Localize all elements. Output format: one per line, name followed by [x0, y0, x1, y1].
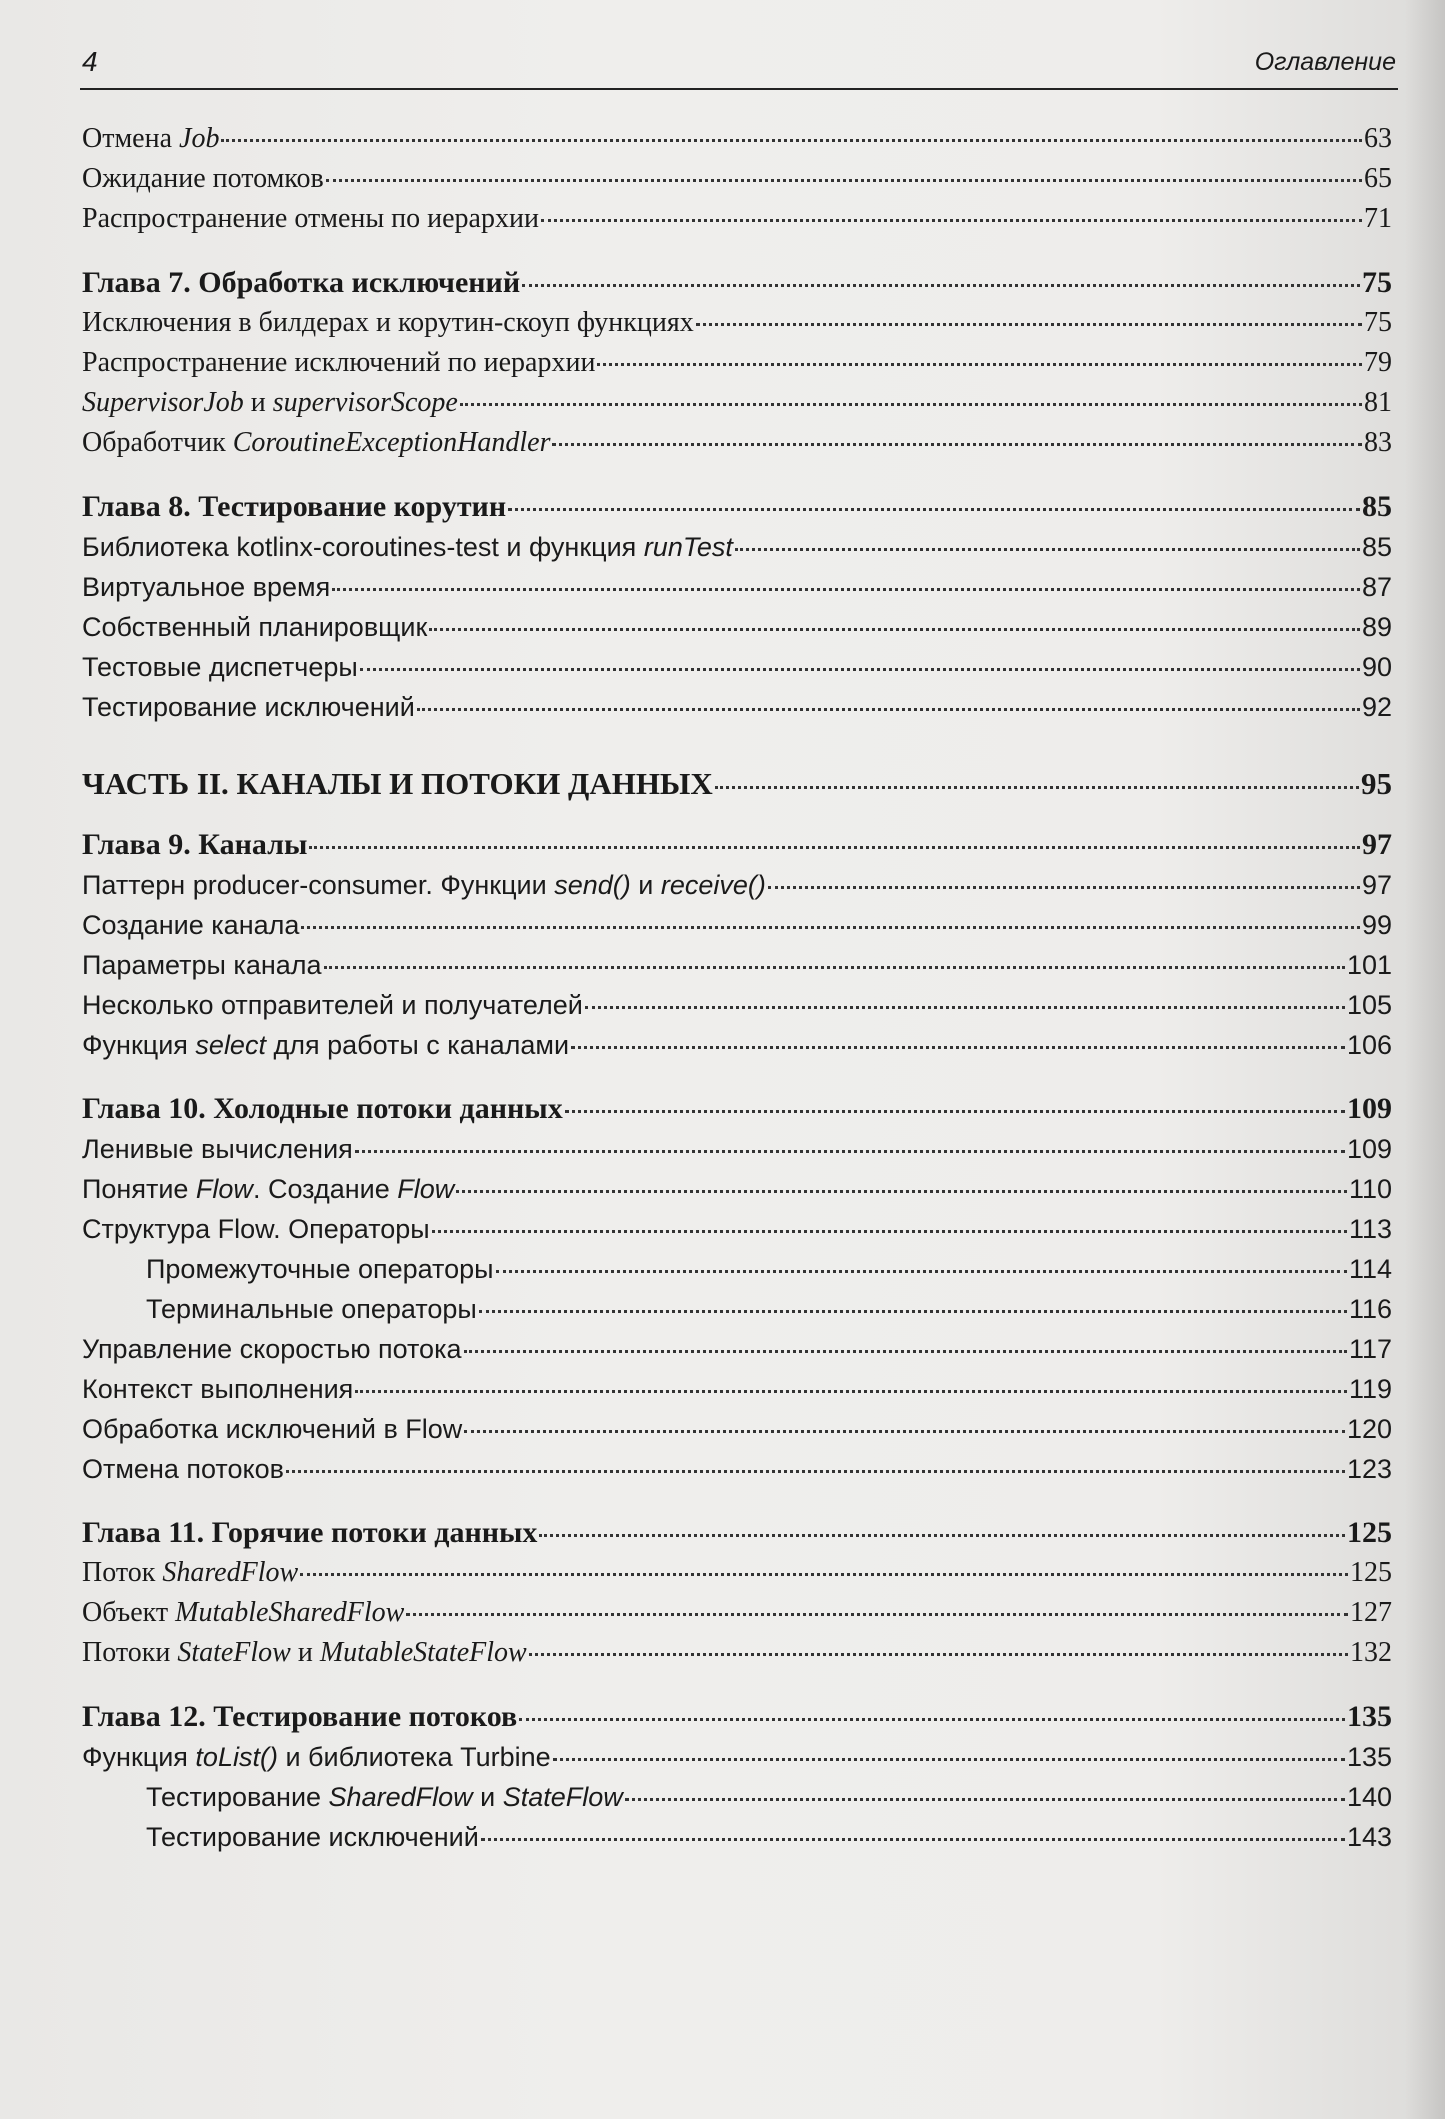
toc-entry-title: Функция select для работы с каналами: [82, 1030, 570, 1060]
toc-entry-title: Глава 8. Тестирование корутин: [82, 490, 507, 523]
toc-entry-title: Структура Flow. Операторы: [82, 1214, 430, 1244]
toc-chapter: [82, 263, 1392, 303]
dot-leader: [332, 587, 1360, 591]
dot-leader: [429, 627, 1360, 631]
dot-leader: [301, 925, 1360, 929]
toc-entry-title: Глава 9. Каналы: [82, 828, 308, 861]
toc-entry-title: Обработка исключений в Flow: [82, 1414, 463, 1444]
toc-chapter: [82, 1513, 1392, 1553]
toc-page-number: 116: [1348, 1294, 1392, 1324]
toc-entry: [82, 1329, 1392, 1369]
toc-page-number: 79: [1364, 347, 1392, 378]
dot-leader: [464, 1349, 1347, 1353]
toc-entry: [82, 199, 1392, 239]
dot-leader: [417, 707, 1360, 711]
toc-page-number: 135: [1347, 1700, 1392, 1733]
toc-entry: [82, 1737, 1392, 1777]
toc-entry-title: Тестирование SharedFlow и StateFlow: [146, 1782, 623, 1812]
dot-leader: [309, 845, 1360, 849]
toc-entry: [82, 607, 1392, 647]
toc-page-number: 90: [1361, 652, 1392, 682]
toc-entry: [82, 119, 1392, 159]
toc-page-number: 125: [1347, 1516, 1392, 1549]
dot-leader: [768, 885, 1360, 889]
toc-chapter: [82, 1697, 1392, 1737]
toc-chapter: [82, 825, 1392, 865]
toc-entry: [82, 567, 1392, 607]
toc-entry-title: Собственный планировщик: [82, 612, 428, 642]
toc-page-number: 85: [1361, 532, 1392, 562]
toc-page-number: 135: [1346, 1742, 1392, 1772]
dot-leader: [571, 1045, 1345, 1049]
toc-entry: [82, 647, 1392, 687]
toc-entry: [82, 383, 1392, 423]
toc-entry-title: Паттерн producer-consumer. Функции send() и receive(): [82, 870, 766, 900]
toc-page-number: 81: [1364, 387, 1392, 418]
toc-entry-title: Тестирование исключений: [146, 1822, 479, 1852]
dot-leader: [464, 1429, 1345, 1433]
dot-leader: [585, 1005, 1345, 1009]
toc-entry-title: SupervisorJob и supervisorScope: [82, 387, 458, 418]
dot-leader: [539, 1533, 1345, 1537]
toc-chapter: [82, 1089, 1392, 1129]
dot-leader: [355, 1149, 1345, 1153]
dot-leader: [735, 547, 1360, 551]
toc-page-number: 99: [1361, 910, 1392, 940]
toc-entry: [82, 1817, 1392, 1857]
dot-leader: [360, 667, 1360, 671]
dot-leader: [456, 1189, 1347, 1193]
dot-leader: [696, 322, 1362, 326]
toc-entry: [82, 1409, 1392, 1449]
toc-entry: [82, 1369, 1392, 1409]
dot-leader: [625, 1797, 1345, 1801]
toc-entry: [82, 1129, 1392, 1169]
toc-entry: [82, 905, 1392, 945]
toc-page-number: 140: [1346, 1782, 1392, 1812]
running-header: [80, 44, 1398, 90]
dot-leader: [508, 507, 1360, 511]
toc-entry: [82, 423, 1392, 463]
toc-entry-title: Ожидание потомков: [82, 163, 324, 194]
toc-page-number: 119: [1348, 1374, 1392, 1404]
toc-entry-title: Распространение отмены по иерархии: [82, 203, 539, 234]
dot-leader: [286, 1469, 1345, 1473]
toc-page-number: 83: [1364, 427, 1392, 458]
toc-entry-title: Тестовые диспетчеры: [82, 652, 358, 682]
dot-leader: [460, 402, 1362, 406]
toc-entry: [82, 1777, 1392, 1817]
toc-entry-title: Потоки StateFlow и MutableStateFlow: [82, 1637, 527, 1668]
toc-entry-title: Исключения в билдерах и корутин-скоуп функциях: [82, 307, 694, 338]
dot-leader: [300, 1572, 1348, 1576]
toc-page-number: 95: [1361, 766, 1392, 801]
toc-page-number: 113: [1348, 1214, 1392, 1244]
dot-leader: [355, 1389, 1347, 1393]
dot-leader: [221, 138, 1362, 142]
toc-entry-title: Терминальные операторы: [146, 1294, 477, 1324]
dot-leader: [529, 1652, 1348, 1656]
toc-entry: [82, 1025, 1392, 1065]
toc-entry: [82, 159, 1392, 199]
toc-page-number: 127: [1350, 1597, 1392, 1628]
toc-entry: [82, 985, 1392, 1025]
toc-entry-title: Обработчик CoroutineExceptionHandler: [82, 427, 551, 458]
toc-page-number: 105: [1346, 990, 1392, 1020]
toc-page-number: 109: [1347, 1092, 1392, 1125]
dot-leader: [522, 283, 1360, 287]
dot-leader: [519, 1717, 1345, 1721]
toc-page-number: 87: [1361, 572, 1392, 602]
dot-leader: [406, 1612, 1348, 1616]
toc-page-number: 65: [1364, 163, 1392, 194]
toc-page-number: 106: [1346, 1030, 1392, 1060]
toc-page-number: 75: [1364, 307, 1392, 338]
dot-leader: [479, 1309, 1347, 1313]
toc-entry-title: Библиотека kotlinx-coroutines-test и функция runTest: [82, 532, 733, 562]
toc-entry: [82, 527, 1392, 567]
toc-chapter: [82, 487, 1392, 527]
toc-entry-title: Понятие Flow. Создание Flow: [82, 1174, 455, 1204]
dot-leader: [324, 965, 1345, 969]
dot-leader: [553, 1757, 1345, 1761]
dot-leader: [715, 785, 1359, 789]
toc-entry: [82, 865, 1392, 905]
page-number: 4: [82, 46, 98, 77]
toc-page-number: 71: [1364, 203, 1392, 234]
dot-leader: [552, 442, 1362, 446]
toc-entry-title: Промежуточные операторы: [146, 1254, 494, 1284]
toc-page-number: 75: [1362, 266, 1392, 299]
toc-entry-title: Ленивые вычисления: [82, 1134, 353, 1164]
toc-page-number: 97: [1361, 870, 1392, 900]
toc-page-number: 89: [1361, 612, 1392, 642]
toc-entry-title: Несколько отправителей и получателей: [82, 990, 583, 1020]
toc-entry: [82, 1633, 1392, 1673]
toc-page-number: 143: [1346, 1822, 1392, 1852]
toc-page-number: 132: [1350, 1637, 1392, 1668]
toc-entry: [82, 1209, 1392, 1249]
toc-part: [82, 761, 1392, 807]
toc-entry-title: ЧАСТЬ II. КАНАЛЫ И ПОТОКИ ДАННЫХ: [82, 766, 713, 801]
toc-page-number: 85: [1362, 490, 1392, 523]
toc-entry: [82, 1249, 1392, 1289]
toc-entry: [82, 1169, 1392, 1209]
toc-entry: [82, 687, 1392, 727]
toc-entry: [82, 303, 1392, 343]
toc-page-number: 109: [1346, 1134, 1392, 1164]
toc-page-number: 117: [1348, 1334, 1392, 1364]
toc-page-number: 123: [1346, 1454, 1392, 1484]
toc-entry-title: Глава 10. Холодные потоки данных: [82, 1092, 563, 1125]
toc-entry-title: Объект MutableSharedFlow: [82, 1597, 405, 1628]
toc-entry-title: Управление скоростью потока: [82, 1334, 462, 1364]
toc-entry: [82, 1449, 1392, 1489]
toc-entry-title: Отмена Job: [82, 123, 220, 154]
toc-page-number: 97: [1362, 828, 1392, 861]
dot-leader: [597, 362, 1362, 366]
toc-page-number: 63: [1364, 123, 1392, 154]
toc-page-number: 101: [1346, 950, 1392, 980]
dot-leader: [496, 1269, 1347, 1273]
dot-leader: [326, 178, 1362, 182]
toc-entry-title: Отмена потоков: [82, 1454, 284, 1484]
toc-entry-title: Глава 7. Обработка исключений: [82, 266, 521, 299]
toc-entry-title: Виртуальное время: [82, 572, 331, 602]
toc-page-number: 114: [1348, 1254, 1392, 1284]
toc-entry: [82, 1593, 1392, 1633]
toc-page-number: 92: [1361, 692, 1392, 722]
toc-entry: [82, 343, 1392, 383]
dot-leader: [432, 1229, 1347, 1233]
toc-entry-title: Создание канала: [82, 910, 300, 940]
dot-leader: [541, 218, 1362, 222]
table-of-contents: [82, 119, 1392, 1857]
page-edge-shadow: [1405, 0, 1445, 2119]
dot-leader: [565, 1109, 1345, 1113]
toc-entry: [82, 1553, 1392, 1593]
toc-entry-title: Глава 11. Горячие потоки данных: [82, 1516, 538, 1549]
dot-leader: [481, 1837, 1345, 1841]
toc-page-number: 125: [1350, 1557, 1392, 1588]
toc-page-number: 110: [1348, 1174, 1392, 1204]
toc-entry-title: Контекст выполнения: [82, 1374, 354, 1404]
toc-entry: [82, 1289, 1392, 1329]
toc-entry: [82, 945, 1392, 985]
toc-entry-title: Глава 12. Тестирование потоков: [82, 1700, 518, 1733]
toc-entry-title: Поток SharedFlow: [82, 1557, 299, 1588]
toc-page-number: 120: [1346, 1414, 1392, 1444]
toc-entry-title: Параметры канала: [82, 950, 322, 980]
toc-entry-title: Тестирование исключений: [82, 692, 415, 722]
toc-entry-title: Функция toList() и библиотека Turbine: [82, 1742, 551, 1772]
running-title: Оглавление: [1254, 48, 1396, 76]
toc-entry-title: Распространение исключений по иерархии: [82, 347, 596, 378]
